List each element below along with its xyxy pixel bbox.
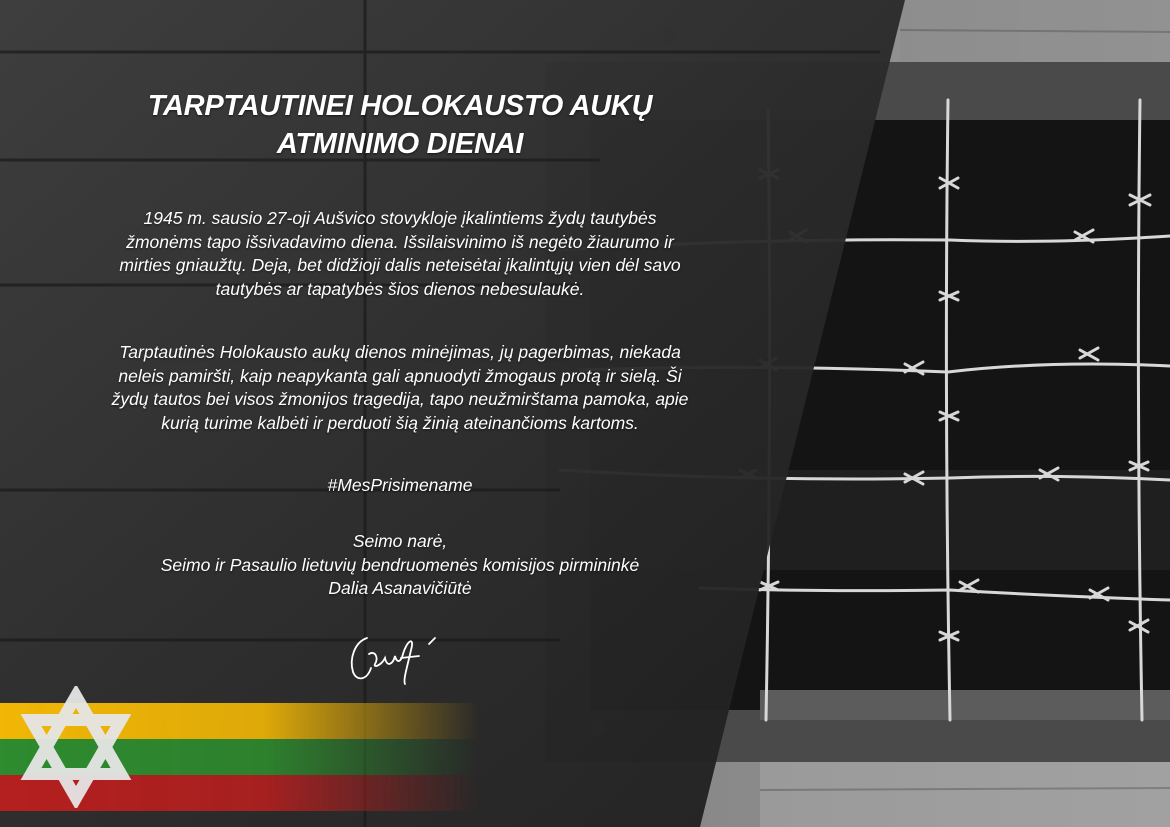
- paragraph-1-line-1: 1945 m. sausio 27-oji Aušvico stovykloje įkalintiems žydų tautybės: [143, 208, 657, 228]
- signoff: [70, 530, 730, 601]
- signoff-name: Dalia Asanavičiūtė: [328, 578, 472, 598]
- signoff-role: Seimo narė,: [352, 531, 448, 551]
- paragraph-remembrance: [70, 341, 730, 435]
- poster-title: [70, 87, 730, 163]
- paragraph-liberation: [70, 207, 730, 301]
- star-of-david-icon: [20, 686, 132, 808]
- paragraph-1-line-4: tautybės ar tapatybės šios dienos nebesulaukė.: [215, 278, 585, 299]
- hashtag: [70, 474, 730, 498]
- title-line-1: TARPTAUTINEI HOLOKAUSTO AUKŲ: [147, 90, 653, 123]
- signoff-position: Seimo ir Pasaulio lietuvių bendruomenės komisijos pirmininkė: [160, 554, 640, 575]
- paragraph-2-line-4: kurią turime kalbėti ir perduoti šią žinią ateinančioms kartoms.: [161, 412, 639, 433]
- title-line-2: ATMINIMO DIENAI: [276, 128, 524, 161]
- paragraph-2-line-1: Tarptautinės Holokausto aukų dienos minėjimas, jų pagerbimas, niekada: [119, 342, 681, 362]
- handwritten-signature: [345, 628, 445, 688]
- paragraph-2-line-2: neleis pamiršti, kaip neapykanta gali apnuodyti žmogaus protą ir sielą. Ši: [118, 365, 682, 386]
- paragraph-1-line-2: žmonėms tapo išsivadavimo diena. Išsilaisvinimo iš negėto žiaurumo ir: [126, 231, 674, 252]
- hashtag-text: #MesPrisimename: [327, 475, 473, 495]
- paragraph-1-line-3: mirties gniaužtų. Deja, bet didžioji dalis neteisėtai įkalintųjų vien dėl savo: [119, 255, 681, 275]
- paragraph-2-line-3: žydų tautos bei visos žmonijos tragedija, tapo neužmirštama pamoka, apie: [111, 389, 689, 409]
